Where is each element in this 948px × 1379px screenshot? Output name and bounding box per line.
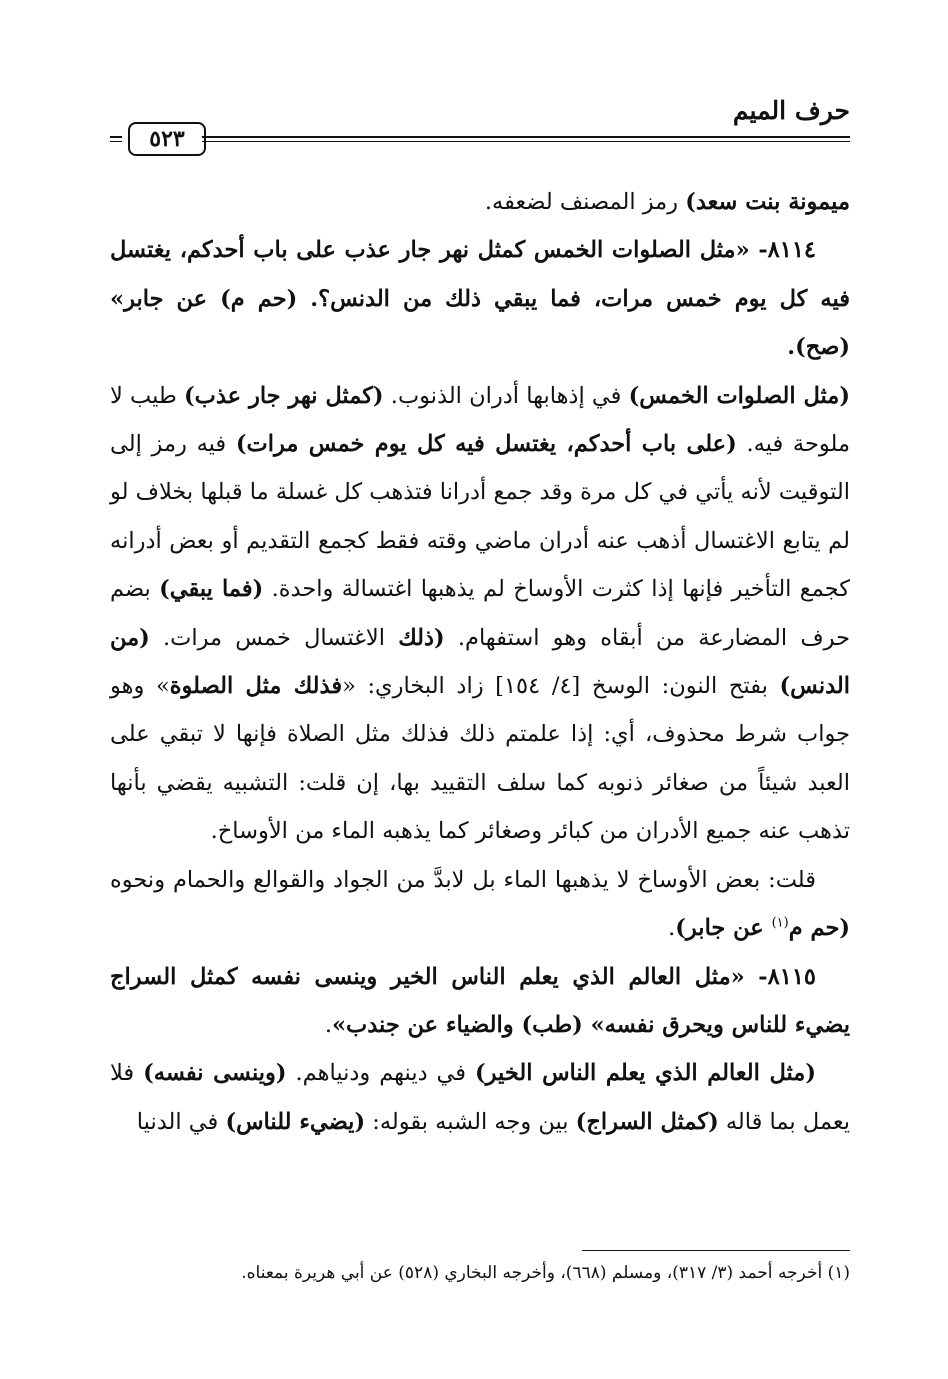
bold-text-run: ميمونة بنت سعد) — [685, 189, 850, 215]
chapter-title: حرف الميم — [732, 96, 850, 125]
bold-text-run: فذلك مثل الصلوة — [169, 673, 343, 700]
bold-text-run: (كمثل السراج) — [575, 1108, 719, 1135]
bold-text-run: (من الدنس) — [110, 624, 850, 700]
bold-text-run: (مثل الصلوات الخمس) — [628, 382, 850, 409]
text-run: رمز المصنف لضعفه. — [484, 189, 686, 215]
bold-text-run: عن جابر) — [675, 915, 772, 942]
bold-text-run: (على باب أحدكم، يغتسل فيه كل يوم خمس مرات) — [235, 431, 737, 458]
bold-text-run: (يضيء للناس) — [225, 1108, 366, 1135]
hadith-8114 — [110, 226, 850, 371]
text-run: في دينهم ودنياهم. — [286, 1060, 475, 1087]
running-header — [110, 96, 850, 156]
main-text — [110, 178, 850, 1146]
header-rule-end — [110, 136, 122, 142]
text-run: . — [668, 915, 676, 942]
footnote: (١) أخرجه أحمد (٣/ ٣١٧)، ومسلم (٦٦٨)، وأخرجه البخاري (٥٢٨) عن أبي هريرة بمعناه. — [241, 1263, 850, 1283]
bold-text-run: ٨١١٤- «مثل الصلوات الخمس كمثل نهر جار عذب على باب أحدكم، يغتسل فيه كل يوم خمس مرات، فما يبقي ذلك من الدنس؟. (حم م) عن جابر» (صح). — [110, 237, 850, 361]
text-run: في الدنيا — [136, 1108, 226, 1135]
commentary-8114-reply — [110, 856, 850, 953]
footnote-divider — [582, 1250, 850, 1251]
text-run: طيب لا ملوحة فيه. — [110, 382, 850, 458]
commentary-8114 — [110, 372, 850, 856]
text-run: بضم حرف المضارعة من أبقاه وهو استفهام. — [110, 576, 850, 651]
footnote-marker: (١) — [771, 915, 789, 931]
text-run: بين وجه الشبه بقوله: — [365, 1108, 576, 1135]
bold-text-run: (كمثل نهر جار عذب) — [184, 382, 384, 409]
hadith-8115 — [110, 953, 850, 1050]
text-run: الاغتسال خمس مرات. — [149, 624, 399, 651]
text-run: في إذهابها أدران الذنوب. — [383, 382, 629, 409]
commentary-8115 — [110, 1049, 850, 1146]
text-run: . — [324, 1011, 332, 1038]
text-run: » وهو جواب شرط محذوف، أي: إذا علمتم ذلك فذلك مثل الصلاة فإنها لا تبقي على العبد شيئاً من صغائر ذنوبه كما سلف التقييد بها، إن قلت: التشبيه يقضي بأنها تذهب عنه جميع الأدران من كبائر وصغائر كما يذهبه الماء من الأوساخ. — [110, 673, 850, 845]
bold-text-run: (وينسى نفسه) — [143, 1060, 287, 1087]
bold-text-run: (فما يبقي) — [159, 576, 264, 603]
text-run: فيه رمز إلى التوقيت لأنه يأتي في كل مرة وقد جمع أدرانا فتذهب كل غسلة ما قبلها بخلاف لو لم يتابع الاغتسال أذهب عنه أدران ماضي وقته فقط كجمع التقديم أو بعض أدرانه كجمع التأخير فإنها إذا كثرت الأوساخ لم يذهبها اغتسالة واحدة. — [110, 431, 850, 603]
bold-text-run: (ذلك — [398, 624, 445, 651]
text-run: بفتح النون: الوسخ [٤/ ١٥٤] زاد البخاري: « — [342, 673, 780, 700]
text-run: فلا يعمل بما قاله — [110, 1060, 850, 1135]
bold-text-run: (حم م — [788, 915, 850, 942]
text-run: قلت: بعض الأوساخ لا يذهبها الماء بل لابدَّ من الجواد والقوالع والحمام ونحوه — [110, 866, 816, 893]
header-rule — [202, 136, 850, 142]
bold-text-run: (مثل العالم الذي يعلم الناس الخير) — [475, 1060, 816, 1087]
page-number: ٥٢٣ — [128, 122, 206, 156]
paragraph-continuation — [110, 178, 850, 226]
bold-text-run: ٨١١٥- «مثل العالم الذي يعلم الناس الخير وينسى نفسه كمثل السراج يضيء للناس ويحرق نفسه» (طب) والضياء عن جندب» — [110, 963, 850, 1038]
